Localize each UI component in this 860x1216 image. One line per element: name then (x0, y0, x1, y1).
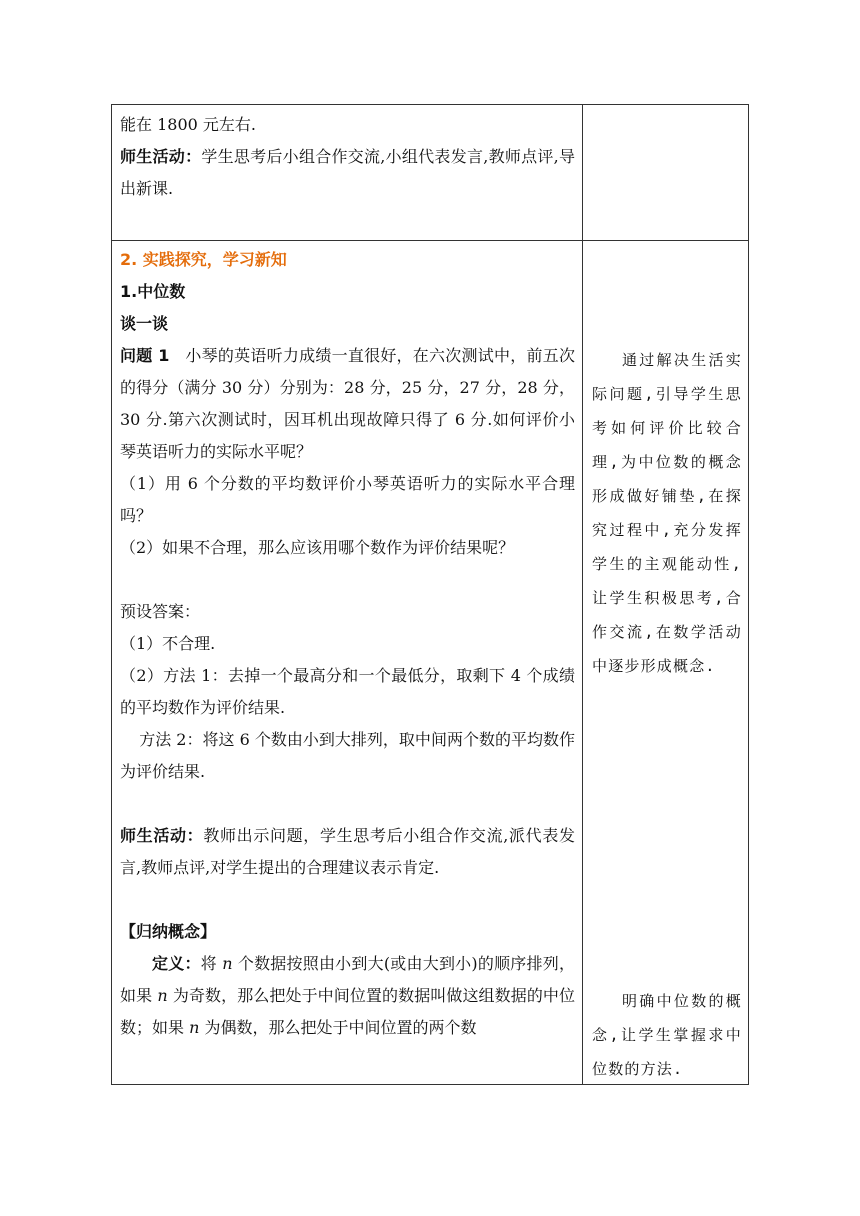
variable-n: n (222, 954, 233, 973)
row-divider (112, 240, 748, 241)
answer-2: （2）方法 1：去掉一个最高分和一个最低分，取剩下 4 个成绩的平均数作为评价结果. (120, 666, 575, 717)
concept-title: 【归纳概念】 (120, 922, 217, 941)
subsection-title: 1.中位数 (120, 282, 186, 301)
side-note-1 (592, 343, 742, 683)
side-note-1-text: 通过解决生活实际问题,引导学生思考如何评价比较合理,为中位数的概念形成做好铺垫,在探究过程中,充分发挥学生的主观能动性,让学生积极思考,合作交流,在数学活动中逐步形成概念. (592, 351, 742, 675)
answer-3: 方法 2：将这 6 个数由小到大排列，取中间两个数的平均数作为评价结果. (120, 730, 575, 781)
variable-n: n (157, 986, 168, 1005)
talk-title: 谈一谈 (120, 314, 169, 333)
problem-label: 问题 1 (120, 346, 170, 365)
spacer (120, 884, 575, 916)
activity-text: 学生思考后小组合作交流,小组代表发言,教师点评,导出新课. (120, 147, 575, 198)
definition-text: 个数据按照由小到大(或由大到小)的顺序排列，如果 (120, 954, 575, 1005)
activity-text: 教师出示问题，学生思考后小组合作交流,派代表发言,教师点评,对学生提出的合理建议表示肯定. (120, 826, 575, 877)
answer-1: （1）不合理. (120, 634, 216, 653)
teacher-student-activity (120, 820, 575, 884)
question-1: （1）用 6 个分数的平均数评价小琴英语听力的实际水平合理吗？ (120, 474, 575, 525)
preset-answer-label: 预设答案： (120, 602, 201, 621)
side-note-2 (592, 984, 742, 1086)
activity-label: 师生活动： (120, 826, 204, 845)
definition-text: 将 (200, 954, 217, 973)
spacer (120, 564, 575, 596)
column-divider (582, 105, 583, 1084)
definition-text: 为奇数，那么把处于中间位置的数据叫做这组数据的中位数；如果 (120, 986, 575, 1037)
row1-activity (120, 141, 575, 205)
question-2: （2）如果不合理，那么应该用哪个数作为评价结果呢？ (120, 538, 515, 557)
definition-label: 定义： (152, 954, 201, 973)
variable-n: n (189, 1018, 200, 1037)
problem-1 (120, 340, 575, 468)
row1-content (120, 109, 575, 205)
problem-text: 小琴的英语听力成绩一直很好，在六次测试中，前五次的得分（满分 30 分）分别为：28 分，25 分，27 分，28 分，30 分.第六次测试时，因耳机出现故障只得了 6 分.如何评价小琴英语听力的实际水平呢？ (120, 346, 575, 461)
definition-text: 为偶数，那么把处于中间位置的两个数 (204, 1018, 477, 1037)
section-title: 2. 实践探究，学习新知 (120, 250, 287, 269)
lesson-table (111, 104, 749, 1085)
spacer (120, 788, 575, 820)
activity-label: 师生活动： (120, 147, 202, 166)
row1-line1: 能在 1800 元左右. (120, 115, 256, 134)
side-note-2-text: 明确中位数的概念,让学生掌握求中位数的方法. (592, 992, 742, 1078)
definition (120, 948, 575, 1044)
row2-content (120, 244, 575, 1044)
